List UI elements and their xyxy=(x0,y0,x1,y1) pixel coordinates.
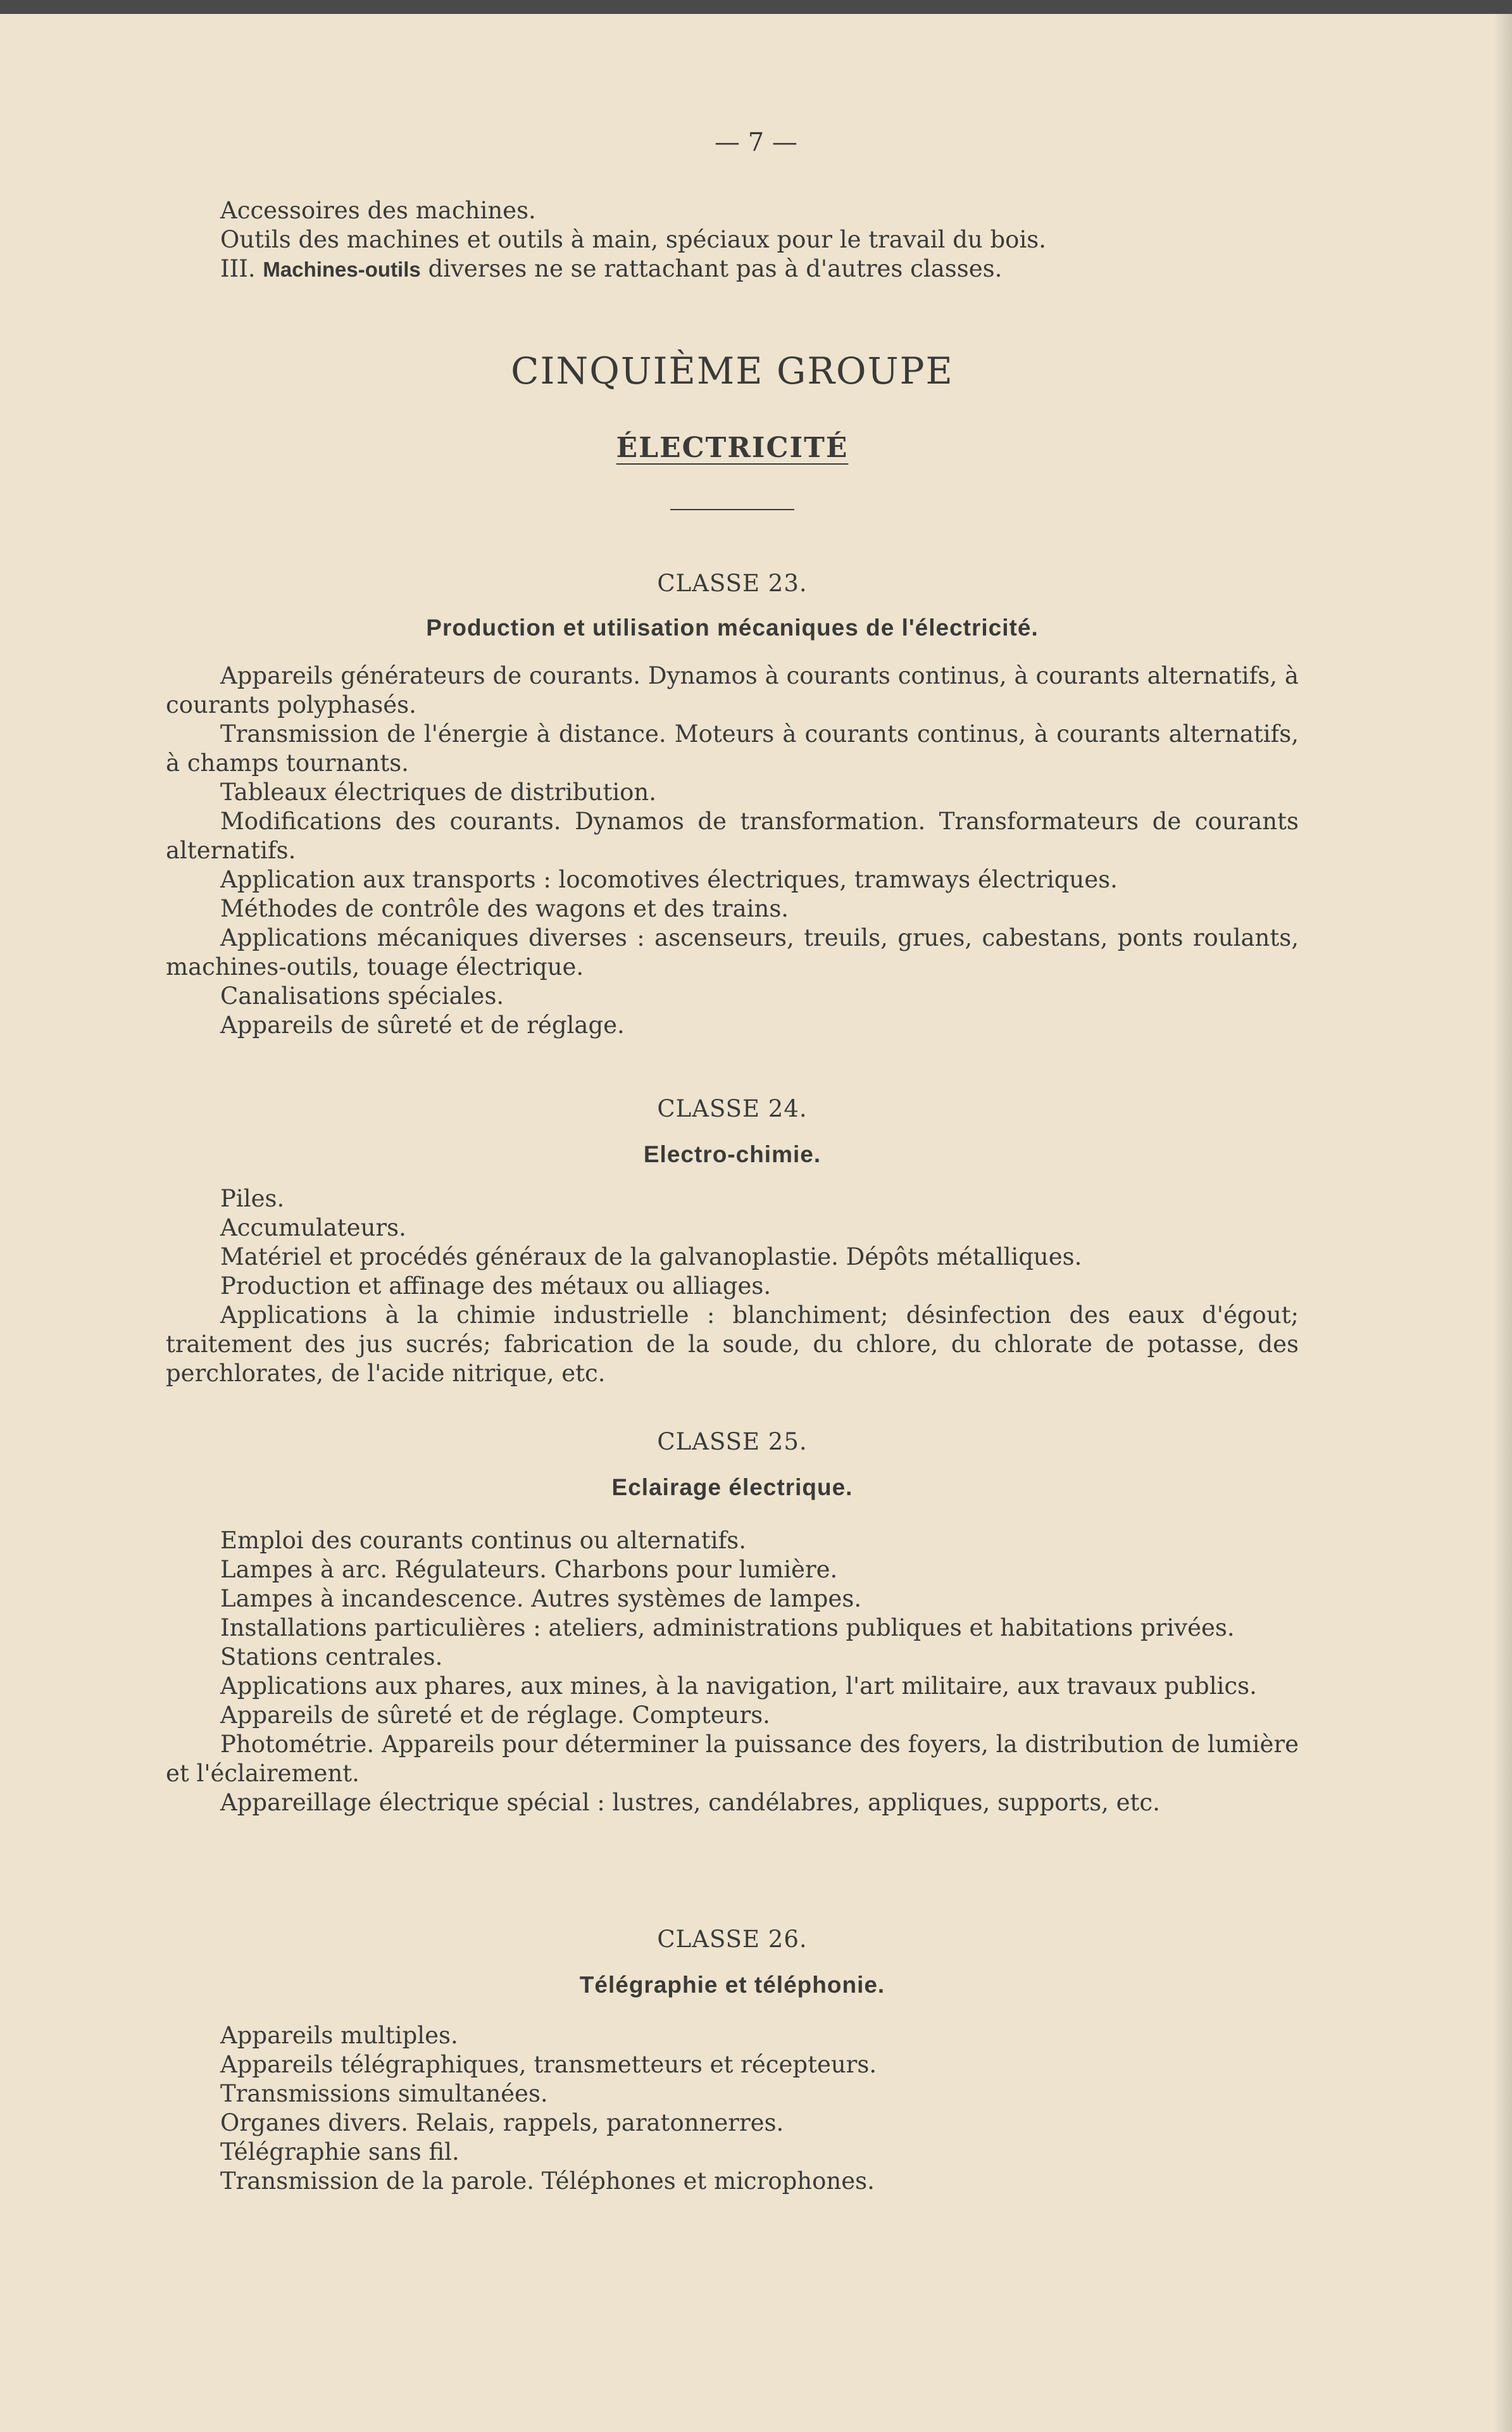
classe-25 xyxy=(166,1428,1299,1817)
paragraph: Méthodes de contrôle des wagons et des trains. xyxy=(220,895,789,922)
paragraph: Appareillage électrique spécial : lustres, candélabres, appliques, supports, etc. xyxy=(220,1789,1160,1816)
paragraph: Canalisations spéciales. xyxy=(220,982,504,1010)
paragraph: Accumulateurs. xyxy=(220,1214,406,1241)
paragraph: Appareils de sûreté et de réglage. Compteurs. xyxy=(220,1702,770,1729)
classe-title: Production et utilisation mécaniques de l'électricité. xyxy=(426,615,1039,641)
document-page xyxy=(0,14,1512,2432)
paragraph: Transmission de la parole. Téléphones et microphones. xyxy=(220,2167,875,2195)
group-header xyxy=(166,349,1299,392)
paragraph: Organes divers. Relais, rappels, paratonnerres. xyxy=(220,2109,784,2136)
intro-line: Accessoires des machines. xyxy=(220,197,536,224)
classe-26 xyxy=(166,1926,1299,2196)
classe-label: CLASSE 24. xyxy=(657,1095,808,1122)
section-title: ÉLECTRICITÉ xyxy=(616,432,849,464)
paragraph: Appareils de sûreté et de réglage. xyxy=(220,1012,625,1039)
classe-24 xyxy=(166,1095,1299,1388)
page-number: — 7 — xyxy=(715,128,797,157)
classe-title: Eclairage électrique. xyxy=(611,1474,853,1500)
paragraph: Appareils générateurs de courants. Dynamos à courants continus, à courants alternatifs, à courants polyphasés. xyxy=(166,662,1299,718)
paragraph: Lampes à incandescence. Autres systèmes de lampes. xyxy=(220,1585,862,1612)
paragraph: Tableaux électriques de distribution. xyxy=(220,779,657,806)
paragraph: Télégraphie sans fil. xyxy=(220,2138,459,2166)
classe-label: CLASSE 25. xyxy=(657,1428,808,1455)
paragraph: Application aux transports : locomotives électriques, tramways électriques. xyxy=(220,866,1118,893)
classe-label: CLASSE 26. xyxy=(657,1926,808,1953)
classe-body xyxy=(166,1526,1299,1817)
paragraph: Applications mécaniques diverses : ascenseurs, treuils, grues, cabestans, ponts roulants, machines-outils, touage électrique. xyxy=(166,924,1299,981)
paragraph: Matériel et procédés généraux de la galvanoplastie. Dépôts métalliques. xyxy=(220,1243,1082,1270)
intro-block xyxy=(166,196,1299,284)
section-rule xyxy=(670,509,794,510)
classe-body xyxy=(166,2021,1299,2196)
classe-label: CLASSE 23. xyxy=(657,570,808,597)
paragraph: Production et affinage des métaux ou alliages. xyxy=(220,1272,772,1300)
classe-title: Electro-chimie. xyxy=(643,1141,822,1167)
paragraph: Emploi des courants continus ou alternatifs. xyxy=(220,1527,747,1554)
paragraph: Appareils multiples. xyxy=(220,2022,458,2049)
paragraph: Applications à la chimie industrielle : blanchiment; désinfection des eaux d'égout; traitement des jus sucrés; fabrication de la soude, du chlore, du chlorate de potasse, des perchlorates, de l'acide nitrique, etc. xyxy=(166,1301,1299,1387)
paragraph: Lampes à arc. Régulateurs. Charbons pour lumière. xyxy=(220,1556,838,1583)
group-title: CINQUIÈME GROUPE xyxy=(511,349,954,392)
paragraph: Applications aux phares, aux mines, à la navigation, l'art militaire, aux travaux publics. xyxy=(220,1672,1257,1700)
paragraph: Piles. xyxy=(220,1185,285,1212)
section-rule-wrap xyxy=(166,509,1299,510)
classe-title: Télégraphie et téléphonie. xyxy=(579,1972,885,1998)
classe-body xyxy=(166,661,1299,1040)
bold-term: Machines-outils xyxy=(263,258,421,281)
intro-rest: diverses ne se rattachant pas à d'autres classes. xyxy=(428,255,1003,282)
section-header xyxy=(166,432,1299,464)
paragraph: Modifications des courants. Dynamos de transformation. Transformateurs de courants alternatifs. xyxy=(166,808,1299,864)
paragraph: Installations particulières : ateliers, administrations publiques et habitations privées. xyxy=(220,1614,1235,1641)
paragraph: Transmissions simultanées. xyxy=(220,2080,548,2107)
intro-line-iii xyxy=(166,254,1299,284)
classe-body xyxy=(166,1184,1299,1388)
roman-numeral: III. xyxy=(220,255,256,282)
paragraph: Transmission de l'énergie à distance. Moteurs à courants continus, à courants alternatifs, à champs tournants. xyxy=(166,720,1299,777)
page-edge-shadow xyxy=(1493,14,1512,2432)
paragraph: Appareils télégraphiques, transmetteurs et récepteurs. xyxy=(220,2051,877,2078)
paragraph: Photométrie. Appareils pour déterminer la puissance des foyers, la distribution de lumière et l'éclairement. xyxy=(166,1731,1299,1787)
classe-23 xyxy=(166,570,1299,1040)
paragraph: Stations centrales. xyxy=(220,1643,443,1670)
intro-line: Outils des machines et outils à main, spéciaux pour le travail du bois. xyxy=(220,226,1047,253)
